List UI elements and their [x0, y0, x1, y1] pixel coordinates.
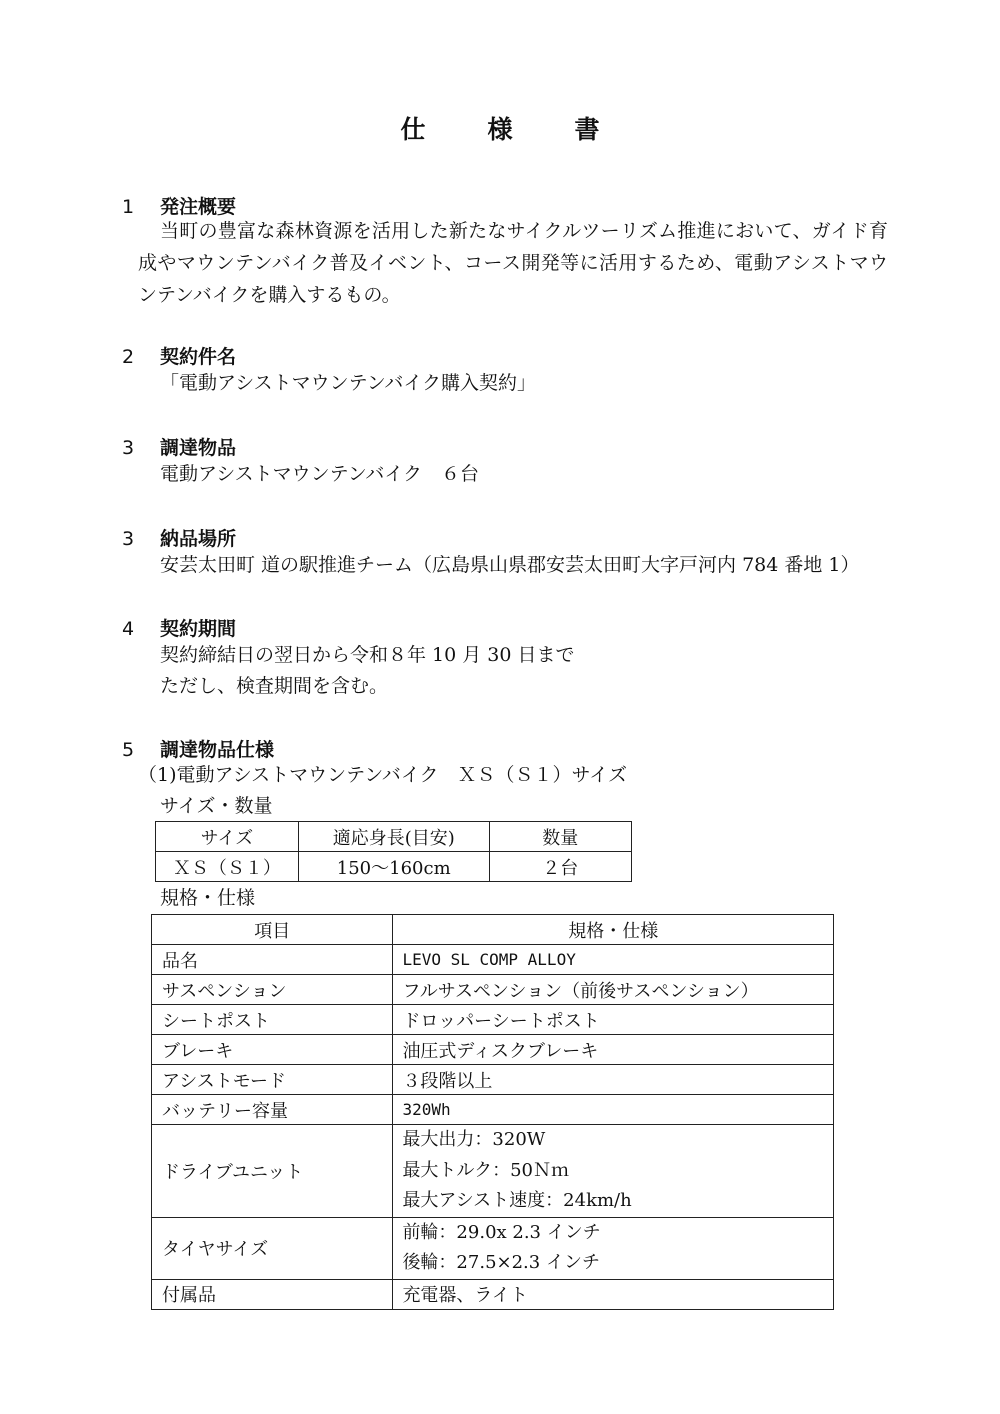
table-header-row: [156, 822, 632, 852]
table-row: [152, 1217, 834, 1279]
table-cell-item: 品名: [152, 945, 393, 975]
table-header-cell: 規格・仕様: [393, 915, 834, 945]
size-table-label: サイズ・数量: [160, 795, 273, 817]
spec-table: [151, 914, 834, 1310]
table-cell-spec: 320Wh: [393, 1095, 834, 1125]
section-body-4: 安芸太田町 道の駅推進チーム（広島県山県郡安芸太田町大字戸河内 784 番地 1）: [160, 554, 860, 576]
section-title: 調達物品仕様: [160, 739, 275, 761]
table-header-cell: サイズ: [156, 822, 299, 852]
table-row: [152, 1279, 834, 1309]
section-heading-4: [122, 524, 236, 551]
table-cell-item: シートポスト: [152, 1005, 393, 1035]
section-title: 契約期間: [160, 618, 237, 640]
section-body-1: 当町の豊富な森林資源を活用した新たなサイクルツーリズム推進において、ガイド育成やマウンテンバイク普及イベント、コース開発等に活用するため、電動アシストマウンテンバイクを購入するもの。: [138, 220, 888, 306]
spec-table-label: 規格・仕様: [160, 887, 256, 909]
section-body-5-line-2: ただし、検査期間を含む。: [160, 675, 389, 697]
table-header-cell: 適応身長(目安): [298, 822, 489, 852]
table-cell-item: ブレーキ: [152, 1035, 393, 1065]
table-cell-item: バッテリー容量: [152, 1095, 393, 1125]
table-cell-item: 付属品: [152, 1279, 393, 1309]
section-number: 4: [122, 618, 135, 640]
size-table: [155, 821, 632, 882]
section-title: 調達物品: [160, 437, 237, 459]
table-cell-spec: ３段階以上: [393, 1065, 834, 1095]
table-cell-item: ドライブユニット: [152, 1125, 393, 1218]
section-number: 3: [122, 437, 135, 459]
section-body-5-line-1: 契約締結日の翌日から令和８年 10 月 30 日まで: [160, 644, 575, 666]
section-heading-6: [122, 735, 274, 762]
table-row: [156, 852, 632, 882]
section-heading-2: [122, 342, 236, 369]
table-cell-spec: [393, 1217, 834, 1279]
table-cell-spec: ドロッパーシートポスト: [393, 1005, 834, 1035]
table-row: [152, 945, 834, 975]
section-number: 1: [122, 196, 135, 218]
document-title: 仕様書: [400, 115, 662, 144]
table-row: [152, 1125, 834, 1218]
section-body-2: 「電動アシストマウンテンバイク購入契約」: [160, 372, 537, 394]
spec-line: 前輪：29.0x 2.3 インチ: [402, 1221, 601, 1243]
section-title: 契約件名: [160, 346, 237, 368]
spec-line: 最大アシスト速度：24km/h: [402, 1190, 632, 1211]
spec-line: 最大トルク：50Ｎｍ: [402, 1159, 569, 1181]
section-title: 発注概要: [160, 196, 237, 218]
table-row: [152, 1005, 834, 1035]
table-header-row: [152, 915, 834, 945]
table-cell-spec: 油圧式ディスクブレーキ: [393, 1035, 834, 1065]
section-number: 5: [122, 739, 135, 761]
table-header-cell: 項目: [152, 915, 393, 945]
table-cell: ２台: [489, 852, 631, 882]
section-number: 3: [122, 528, 135, 550]
table-row: [152, 1095, 834, 1125]
table-cell-spec: [393, 1125, 834, 1218]
table-cell: ＸＳ（Ｓ１）: [156, 852, 299, 882]
subsection-title: （1)電動アシストマウンテンバイク ＸＳ（Ｓ１）サイズ: [138, 764, 627, 786]
section-body-3: 電動アシストマウンテンバイク ６台: [160, 463, 480, 485]
table-cell-spec: 充電器、ライト: [393, 1279, 834, 1309]
section-heading-3: [122, 433, 236, 460]
spec-line: 後輪：27.5×2.3 インチ: [402, 1252, 600, 1273]
table-cell-item: タイヤサイズ: [152, 1217, 393, 1279]
table-cell-spec: フルサスペンション（前後サスペンション）: [393, 975, 834, 1005]
table-cell: 150～160cm: [298, 852, 489, 882]
table-header-cell: 数量: [489, 822, 631, 852]
table-row: [152, 1035, 834, 1065]
section-number: 2: [122, 346, 135, 368]
table-cell-spec: LEVO SL COMP ALLOY: [393, 945, 834, 975]
section-title: 納品場所: [160, 528, 237, 550]
table-cell-item: サスペンション: [152, 975, 393, 1005]
section-heading-5: [122, 614, 236, 641]
table-cell-item: アシストモード: [152, 1065, 393, 1095]
table-row: [152, 1065, 834, 1095]
spec-line: 最大出力：320W: [402, 1129, 546, 1150]
table-row: [152, 975, 834, 1005]
